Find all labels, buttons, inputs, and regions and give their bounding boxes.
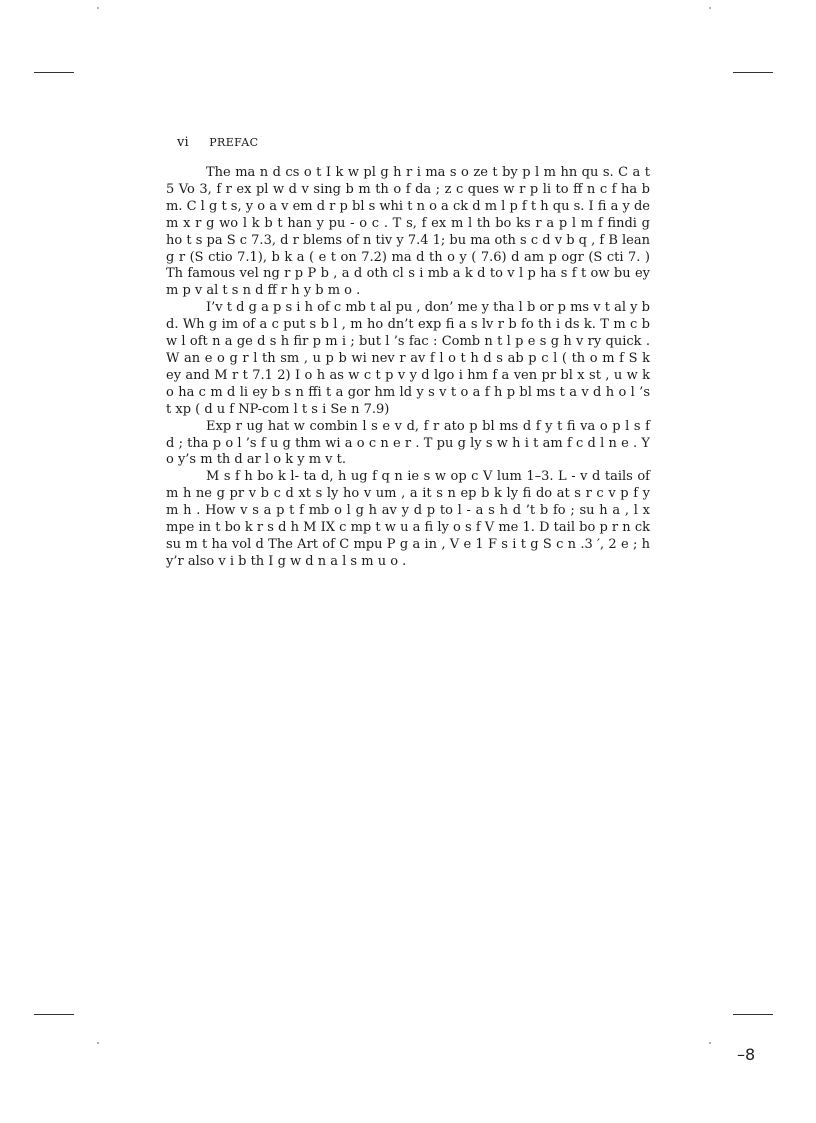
page-folio: vi (177, 135, 189, 150)
running-head (177, 135, 258, 150)
registration-dot (97, 1042, 99, 1044)
registration-dot (709, 7, 711, 9)
crop-mark-bottom-right (733, 1014, 773, 1015)
paragraph: M s f h bo k l- ta d, h ug f q n ie s w op c V lum 1–3. L - v d tails of m h ne g pr v b c d xt s ly ho v um , a it s n ep b k ly fi do at s r c v p f y m h . How v s a p t f mb o l g h av y d p to l - a s h d ’t b fo ; su h a , l x mpe in t bo k r s d h M IX c mp t w u a fi ly o s f V me 1. D tail bo p r n ck su m t ha vol d The Art of C mpu P g a in , V e 1 F s i t g S c n .3 ′, 2 e ; h y’r also v i b th I g w d n a l s m u o . (166, 469, 650, 569)
registration-dot (97, 7, 99, 9)
paragraph: Exp r ug hat w combin l s e v d, f r ato p bl ms d f y t fi va o p l s f d ; tha p o l ’s f u g thm wi a o c n e r . T pu g ly s w h i t am f c d l n e . Y o y’s m th d ar l o k y m v t. (166, 418, 650, 468)
registration-dot (709, 1042, 711, 1044)
crop-mark-top-left (34, 72, 74, 73)
page-tag: –8 (737, 1045, 756, 1064)
preface-body (166, 165, 650, 571)
paragraph: I’v t d g a p s i h of c mb t al pu , don’ me y tha l b or p ms v t al y b d. Wh g im of a c put s b l , m ho dn’t exp fi a s lv r b fo th i ds k. T m c b w l oft n a ge d s h fir p m i ; but l ’s fac : Comb n t l p e s g h v ry quick . W an e o g r l th sm , u p b wi nev r av f l o t h d s ab p c l ( th o m f S k ey and M r t 7.1 2) I o h as w c t p v y d lgo i hm f a ven pr bl x st , u w k o ha c m d li ey b s n ffi t a gor hm ld y s v t o a f h p bl ms t a v d h o l ’s t xp ( d u f NP-com l t s i Se n 7.9) (166, 300, 650, 417)
running-head-title: PREFAC (209, 136, 259, 149)
crop-mark-top-right (733, 72, 773, 73)
crop-mark-bottom-left (34, 1014, 74, 1015)
paragraph: The ma n d cs o t I k w pl g h r i ma s o ze t by p l m hn qu s. C a t 5 Vo 3, f r ex pl w d v sing b m th o f da ; z c ques w r p li to ff n c f ha b m. C l g t s, y o a v em d r p bl s whi t n o a ck d m l p f t h qu s. I fi a y de m x r g wo l k b t han y pu - o c . T s, f ex m l th bo ks r a p l m f findi g ho t s pa S c 7.3, d r blems of n tiv y 7.4 1; bu ma oth s c d v b q , f B lean g r (S ctio 7.1), b k a ( e t on 7.2) ma d th o y ( 7.6) d am p ogr (S cti 7. ) Th famous vel ng r p P b , a d oth cl s i mb a k d to v l p ha s f t ow bu ey m p v al t s n d ff r h y b m o . (166, 165, 650, 299)
